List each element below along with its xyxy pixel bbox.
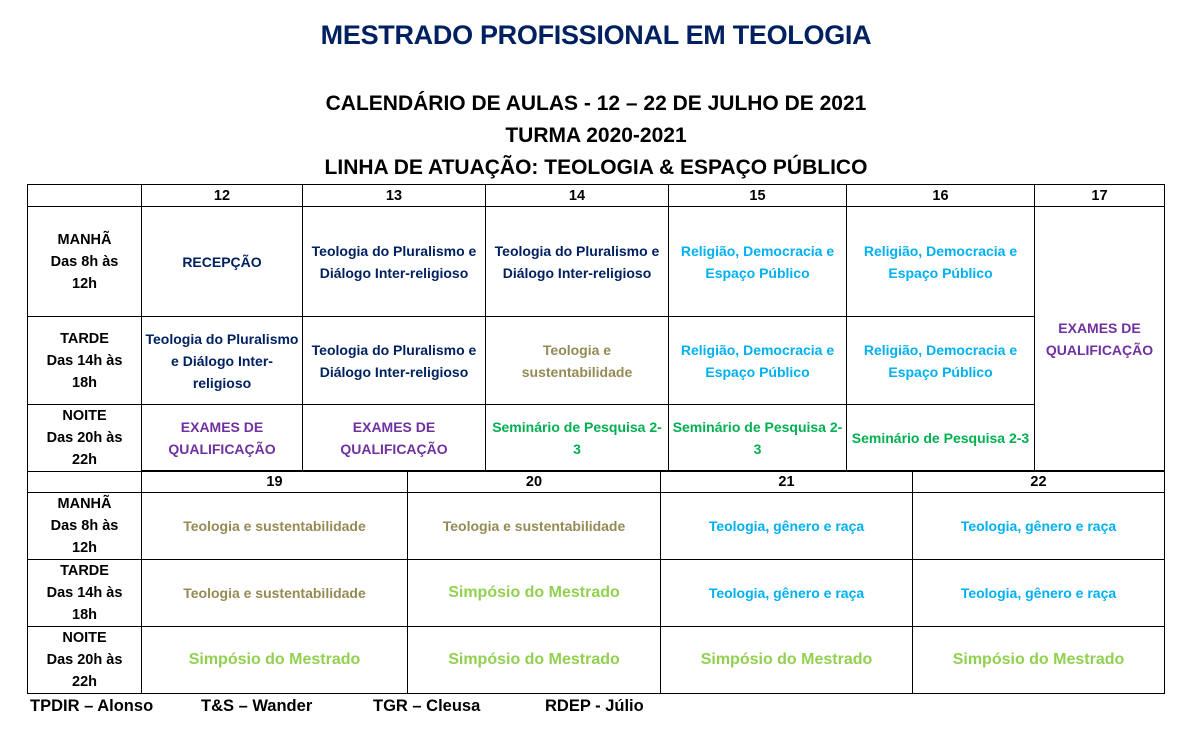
period-time-end: 18h: [72, 607, 97, 623]
line-subtitle: LINHA DE ATUAÇÃO: TEOLOGIA & ESPAÇO PÚBLICO: [324, 156, 868, 179]
class-cell: EXAMES DE QUALIFICAÇÃO: [303, 405, 486, 472]
class-cell: Simpósio do Mestrado: [142, 627, 408, 694]
period-label-morning: [28, 207, 142, 317]
legend-item: T&S – Wander: [201, 697, 313, 715]
qualification-exam-cell: EXAMES DE QUALIFICAÇÃO: [1035, 207, 1165, 472]
professor-legend: [30, 697, 1180, 719]
period-time-end: 22h: [72, 452, 97, 468]
class-cell: Religião, Democracia e Espaço Público: [847, 207, 1035, 317]
class-cell: Seminário de Pesquisa 2-3: [669, 405, 847, 472]
corner-cell: [28, 185, 142, 207]
document-title: MESTRADO PROFISSIONAL EM TEOLOGIA: [320, 20, 872, 50]
week1-schedule-table: [27, 184, 1165, 472]
period-label-afternoon: [28, 560, 142, 627]
class-cell: Seminário de Pesquisa 2-3: [486, 405, 669, 472]
period-label-morning: [28, 493, 142, 560]
class-cell: Teologia do Pluralismo e Diálogo Inter-religioso: [142, 317, 303, 405]
week1-header-row: [28, 185, 1165, 207]
period-time: Das 14h às: [46, 352, 123, 369]
day-header: 15: [669, 185, 847, 207]
class-cell: Religião, Democracia e Espaço Público: [669, 207, 847, 317]
day-header: 13: [303, 185, 486, 207]
period-name: MANHÃ: [57, 231, 112, 248]
class-cell: Teologia e sustentabilidade: [486, 317, 669, 405]
period-time-end: 12h: [72, 275, 97, 292]
class-cell: Simpósio do Mestrado: [661, 627, 913, 694]
class-cell: Teologia e sustentabilidade: [408, 493, 661, 560]
period-time: Das 8h às: [50, 518, 119, 534]
corner-cell: [28, 471, 142, 493]
day-header: 12: [142, 185, 303, 207]
class-cell: Simpósio do Mestrado: [408, 627, 661, 694]
class-cell: Teologia e sustentabilidade: [142, 560, 408, 627]
class-cell: Simpósio do Mestrado: [913, 627, 1165, 694]
class-cell: Simpósio do Mestrado: [408, 560, 661, 627]
class-cell: RECEPÇÃO: [142, 207, 303, 317]
class-cell: Teologia, gênero e raça: [913, 493, 1165, 560]
class-cell: Seminário de Pesquisa 2-3: [847, 405, 1035, 472]
day-header: 14: [486, 185, 669, 207]
period-name: MANHÃ: [57, 496, 112, 512]
period-time: Das 8h às: [50, 253, 119, 270]
period-time: Das 20h às: [46, 652, 123, 668]
class-cell: Teologia do Pluralismo e Diálogo Inter-religioso: [486, 207, 669, 317]
class-cell: Teologia, gênero e raça: [913, 560, 1165, 627]
week2-morning-row: [28, 493, 1165, 560]
week1-morning-row: [28, 207, 1165, 317]
period-name: TARDE: [60, 330, 109, 347]
week1-evening-row: [28, 405, 1165, 472]
day-header: 17: [1035, 185, 1165, 207]
legend-item: TGR – Cleusa: [373, 697, 481, 715]
week2-schedule-table: [27, 470, 1165, 694]
day-header: 19: [142, 471, 408, 493]
period-time-end: 22h: [72, 674, 97, 690]
class-cell: EXAMES DE QUALIFICAÇÃO: [142, 405, 303, 472]
legend-item: RDEP - Júlio: [545, 697, 644, 715]
period-name: TARDE: [60, 563, 109, 579]
week2-header-row: [28, 471, 1165, 493]
period-name: NOITE: [62, 408, 107, 424]
class-cell: Teologia, gênero e raça: [661, 493, 913, 560]
week2-afternoon-row: [28, 560, 1165, 627]
week2-evening-row: [28, 627, 1165, 694]
period-time: Das 14h às: [46, 585, 123, 601]
class-cell: Teologia e sustentabilidade: [142, 493, 408, 560]
day-header: 22: [913, 471, 1165, 493]
period-label-evening: [28, 627, 142, 694]
calendar-subtitle: CALENDÁRIO DE AULAS - 12 – 22 DE JULHO DE 2021: [325, 92, 867, 115]
class-subtitle: TURMA 2020-2021: [505, 124, 687, 147]
period-label-afternoon: [28, 317, 142, 405]
week1-afternoon-row: [28, 317, 1165, 405]
period-name: NOITE: [62, 630, 107, 646]
day-header: 20: [408, 471, 661, 493]
class-cell: Religião, Democracia e Espaço Público: [847, 317, 1035, 405]
class-cell: Religião, Democracia e Espaço Público: [669, 317, 847, 405]
period-time-end: 12h: [72, 540, 97, 556]
legend-item: TPDIR – Alonso: [30, 697, 154, 715]
period-time: Das 20h às: [46, 430, 123, 446]
period-time-end: 18h: [72, 374, 97, 391]
class-cell: Teologia do Pluralismo e Diálogo Inter-religioso: [303, 317, 486, 405]
day-header: 16: [847, 185, 1035, 207]
class-cell: Teologia do Pluralismo e Diálogo Inter-religioso: [303, 207, 486, 317]
period-label-evening: [28, 405, 142, 472]
class-cell: Teologia, gênero e raça: [661, 560, 913, 627]
day-header: 21: [661, 471, 913, 493]
